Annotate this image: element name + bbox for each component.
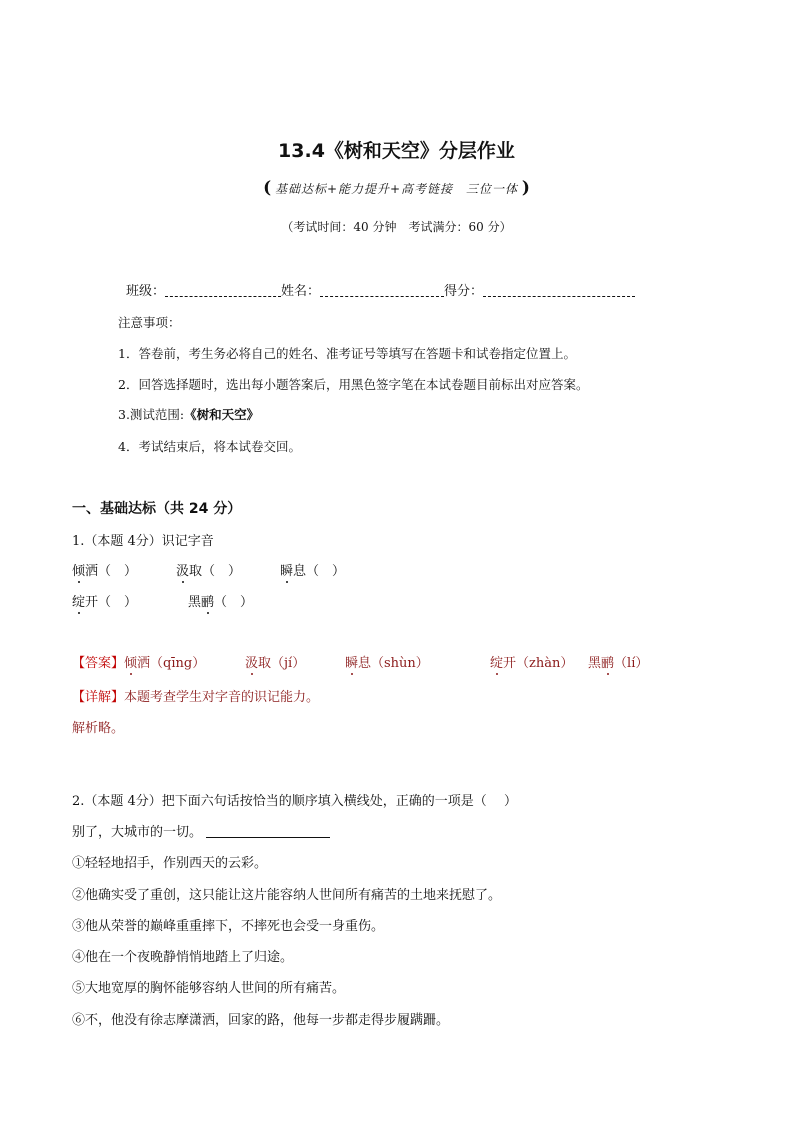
q1-item-rest: （ ）	[214, 595, 254, 610]
answer-dotted-char: 瞬	[345, 652, 358, 671]
q1-dotted-char: 汲	[176, 560, 189, 579]
detail-text: 本题考查学生对字音的识记能力。	[124, 690, 320, 705]
subtitle	[0, 178, 793, 198]
q1-item-rest: 取（ ）	[189, 564, 242, 579]
answer-item	[245, 652, 305, 671]
answer-item	[490, 652, 573, 671]
class-blank[interactable]	[165, 282, 281, 297]
note-item-1: 1．答卷前，考生务必将自己的姓名、准考证号等填写在答题卡和试卷指定位置上。	[118, 346, 576, 361]
q1-item	[176, 560, 241, 579]
subtitle-close-paren: )	[521, 178, 530, 198]
q2-answer-blank[interactable]	[206, 824, 330, 838]
q1-item-rest: 息（ ）	[293, 564, 346, 579]
score-label: 得分：	[444, 284, 484, 299]
answer-item	[345, 652, 429, 671]
q1-dotted-char: 鹂	[201, 591, 214, 610]
q1-item-rest: 洒（ ）	[85, 564, 138, 579]
answer-dotted-char: 绽	[490, 652, 503, 671]
q2-sentence-1: ①轻轻地招手，作别西天的云彩。	[72, 856, 268, 871]
q1-item	[72, 591, 137, 610]
notes-heading: 注意事项：	[118, 315, 181, 330]
note-item-3-scope: 《树和天空》	[184, 407, 260, 422]
q1-item	[188, 591, 253, 610]
note-item-3	[118, 405, 259, 423]
q1-item	[280, 560, 345, 579]
note-item-2: 2．回答选择题时，选出每小题答案后，用黑色签字笔在本试卷题目前标出对应答案。	[118, 377, 589, 392]
answer-rest: 洒（qīng）	[137, 656, 206, 671]
name-blank[interactable]	[320, 282, 444, 297]
q1-dotted-char: 倾	[72, 560, 85, 579]
detail-line	[72, 686, 319, 705]
q1-dotted-char: 绽	[72, 591, 85, 610]
answer-rest: 开（zhàn）	[503, 656, 574, 671]
exam-time-info: （考试时间：40 分钟 考试满分：60 分）	[281, 220, 512, 234]
answer-pre: 黑	[588, 656, 602, 671]
name-label: 姓名：	[281, 284, 321, 299]
answer-item	[588, 652, 648, 671]
answer-dotted-char: 鹂	[601, 652, 614, 671]
note-item-3-prefix: 3.测试范围:	[118, 407, 185, 422]
q1-item-rest: 开（ ）	[85, 595, 138, 610]
answer-dotted-char: 倾	[124, 652, 137, 671]
q1-item	[72, 560, 137, 579]
subtitle-open-paren: (	[263, 178, 272, 198]
note-item-4: 4．考试结束后，将本试卷交回。	[118, 439, 301, 454]
answer-tag: 【答案】	[72, 656, 125, 671]
answer-rest: （lí）	[614, 656, 649, 671]
answer-dotted-char: 汲	[245, 652, 258, 671]
subtitle-text: 基础达标+能力提升+高考链接 三位一体	[274, 182, 519, 196]
score-blank[interactable]	[483, 282, 635, 297]
q2-sentence-3: ③他从荣誉的巅峰重重摔下，不摔死也会受一身重伤。	[72, 919, 385, 934]
q2-sentence-4: ④他在一个夜晚静悄悄地踏上了归途。	[72, 950, 294, 965]
q2-sentence-6: ⑥不，他没有徐志摩潇洒，回家的路，他每一步都走得步履蹒跚。	[72, 1013, 450, 1028]
q2-lead-line	[72, 821, 330, 840]
question-1-stem: 1.（本题 4分）识记字音	[72, 534, 214, 549]
q1-dotted-char: 瞬	[280, 560, 293, 579]
q1-item-pre: 黑	[188, 595, 202, 610]
analysis-line: 解析略。	[72, 721, 125, 736]
q2-sentence-2: ②他确实受了重创，这只能让这片能容纳人世间所有痛苦的土地来抚慰了。	[72, 888, 502, 903]
student-info-fields	[126, 280, 635, 299]
answer-rest: 息（shùn）	[358, 656, 429, 671]
answer-rest: 取（jí）	[258, 656, 306, 671]
q2-lead-text: 别了，大城市的一切。	[72, 825, 203, 840]
answer-line	[72, 652, 205, 671]
page-title: 13.4《树和天空》分层作业	[278, 140, 515, 162]
section-heading: 一、基础达标（共 24 分）	[72, 501, 242, 517]
q2-sentence-5: ⑤大地宽厚的胸怀能够容纳人世间的所有痛苦。	[72, 981, 346, 996]
class-label: 班级：	[126, 284, 166, 299]
detail-tag: 【详解】	[72, 690, 125, 705]
question-2-stem: 2.（本题 4分）把下面六句话按恰当的顺序填入横线处，正确的一项是（ ）	[72, 794, 517, 809]
